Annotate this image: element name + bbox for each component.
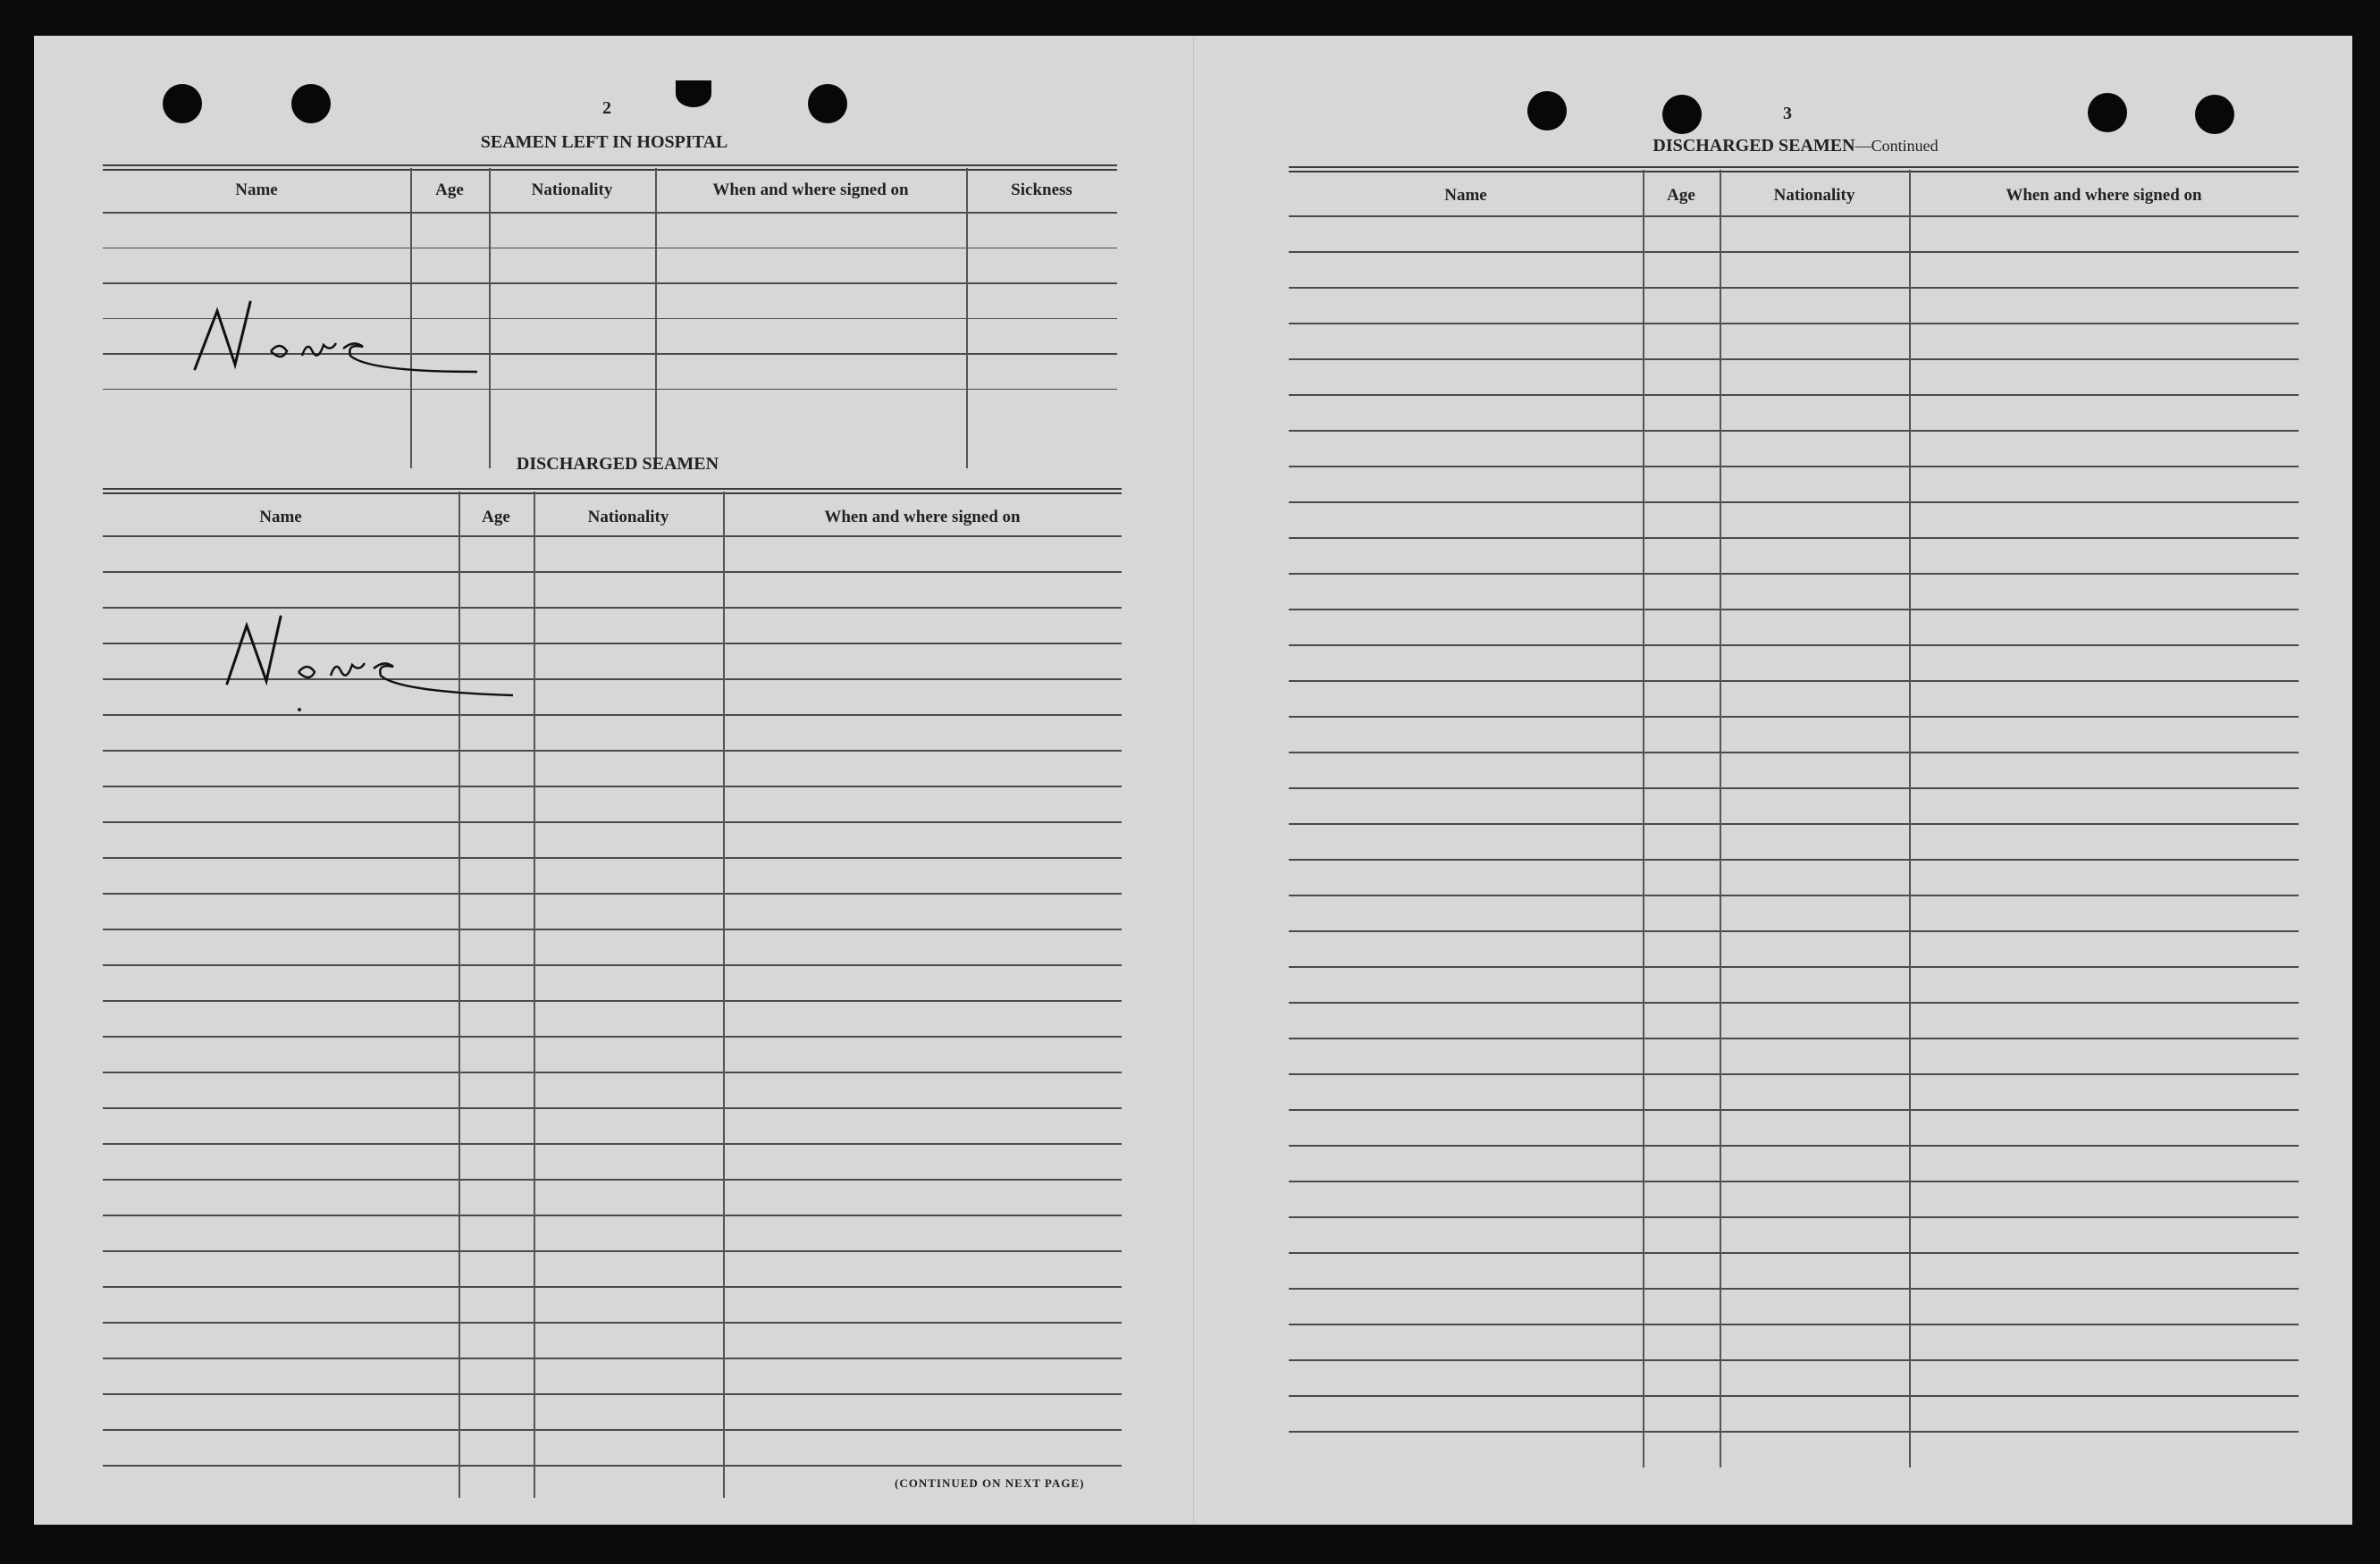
- ruled-line: [1289, 251, 2299, 253]
- page-number: 2: [602, 98, 611, 118]
- discharged-continued-title: [1653, 136, 1938, 156]
- ruled-line: [1289, 787, 2299, 789]
- ruled-line: [103, 1393, 1122, 1395]
- ruled-line: [1289, 859, 2299, 861]
- column-header-age: Age: [435, 181, 464, 199]
- ruled-line: [103, 929, 1122, 930]
- punch-hole: [808, 84, 847, 123]
- ruled-line: [103, 714, 1122, 716]
- ruled-line: [1289, 430, 2299, 432]
- ruled-line: [1289, 1181, 2299, 1182]
- ledger-spread: [34, 36, 2352, 1525]
- ruled-line: [1289, 466, 2299, 467]
- ruled-line: [1289, 716, 2299, 718]
- ruled-line: [103, 786, 1122, 787]
- ruled-line: [1289, 1431, 2299, 1433]
- ruled-line: [103, 1429, 1122, 1431]
- ruled-line: [103, 1465, 1122, 1467]
- ruled-line: [103, 248, 1117, 249]
- left-page: [34, 36, 1193, 1525]
- ruled-line: [1289, 1038, 2299, 1039]
- punch-hole: [163, 84, 202, 123]
- column-header-sickness: Sickness: [1011, 181, 1072, 199]
- ruled-line: [103, 571, 1122, 573]
- ruled-line: [1289, 680, 2299, 682]
- ruled-line: [103, 535, 1122, 537]
- ruled-line: [103, 857, 1122, 859]
- ruled-line: [1289, 501, 2299, 503]
- ruled-line: [103, 389, 1117, 391]
- ruled-line: [1289, 287, 2299, 289]
- ruled-line: [103, 1215, 1122, 1216]
- ruled-line: [103, 1358, 1122, 1359]
- ruled-line: [1289, 644, 2299, 646]
- ruled-line: [1289, 930, 2299, 932]
- punch-hole: [1662, 95, 1702, 134]
- column-header-nationality: Nationality: [531, 181, 613, 199]
- ruled-line: [1289, 1109, 2299, 1111]
- ruled-line: [103, 1036, 1122, 1038]
- column-divider: [655, 168, 657, 468]
- ruled-line: [1289, 1395, 2299, 1397]
- ruled-line: [103, 212, 1117, 214]
- handwritten-none-discharged: [209, 608, 531, 706]
- ruled-line: [103, 821, 1122, 823]
- continued-footnote: (CONTINUED ON NEXT PAGE): [895, 1476, 1085, 1490]
- column-header-age: Age: [1667, 186, 1695, 205]
- punch-hole: [2088, 93, 2127, 132]
- column-divider: [723, 492, 725, 1498]
- ruled-line: [103, 1072, 1122, 1073]
- title-text: DISCHARGED SEAMEN: [1653, 136, 1855, 156]
- discharged-continued-table: [1289, 166, 2299, 1480]
- column-header-when-where: When and where signed on: [2006, 186, 2202, 205]
- punch-hole: [2195, 95, 2234, 134]
- ruled-line: [1289, 215, 2299, 217]
- ruled-line: [1289, 323, 2299, 324]
- column-divider: [534, 492, 535, 1498]
- ruled-line: [1289, 1145, 2299, 1147]
- title-suffix: —Continued: [1854, 137, 1938, 155]
- punch-hole: [1527, 91, 1567, 130]
- ruled-line: [1289, 1324, 2299, 1325]
- torn-punch-hole: [676, 80, 711, 107]
- column-header-name: Name: [1444, 186, 1487, 205]
- ruled-line: [1289, 1288, 2299, 1290]
- ruled-line: [1289, 1073, 2299, 1075]
- column-header-age: Age: [482, 508, 510, 526]
- ruled-line: [1289, 1002, 2299, 1004]
- discharged-section-title: DISCHARGED SEAMEN: [516, 454, 719, 474]
- ruled-line: [103, 1322, 1122, 1324]
- handwritten-none-hospital: [177, 275, 499, 383]
- ruled-line: [1289, 1216, 2299, 1218]
- column-header-name: Name: [259, 508, 302, 526]
- hospital-section-title: SEAMEN LEFT IN HOSPITAL: [480, 132, 728, 152]
- ruled-line: [1289, 752, 2299, 753]
- ruled-line: [1289, 573, 2299, 575]
- ruled-line: [1289, 823, 2299, 825]
- ruled-line: [1289, 966, 2299, 968]
- column-header-name: Name: [235, 181, 278, 199]
- ruled-line: [103, 1286, 1122, 1288]
- ruled-line: [103, 1143, 1122, 1145]
- column-header-when-where: When and where signed on: [712, 181, 909, 199]
- column-divider: [1720, 170, 1721, 1467]
- ruled-line: [103, 1250, 1122, 1252]
- punch-hole: [291, 84, 331, 123]
- ruled-line: [1289, 537, 2299, 539]
- ruled-line: [1289, 1359, 2299, 1361]
- ruled-line: [1289, 1252, 2299, 1254]
- column-header-nationality: Nationality: [1773, 186, 1855, 205]
- ruled-line: [103, 1107, 1122, 1109]
- ruled-line: [103, 964, 1122, 966]
- ruled-line: [1289, 358, 2299, 360]
- column-header-when-where: When and where signed on: [824, 508, 1021, 526]
- ruled-line: [1289, 895, 2299, 896]
- ruled-line: [1289, 609, 2299, 610]
- ink-dot: [298, 708, 301, 711]
- right-page: [1193, 36, 2353, 1525]
- ruled-line: [103, 750, 1122, 752]
- page-number: 3: [1783, 104, 1792, 123]
- ruled-line: [103, 1179, 1122, 1181]
- ruled-line: [103, 1000, 1122, 1002]
- column-divider: [1643, 170, 1644, 1467]
- column-divider: [966, 168, 968, 468]
- column-divider: [1909, 170, 1911, 1467]
- ruled-line: [103, 893, 1122, 895]
- column-header-nationality: Nationality: [587, 508, 669, 526]
- ruled-line: [1289, 394, 2299, 396]
